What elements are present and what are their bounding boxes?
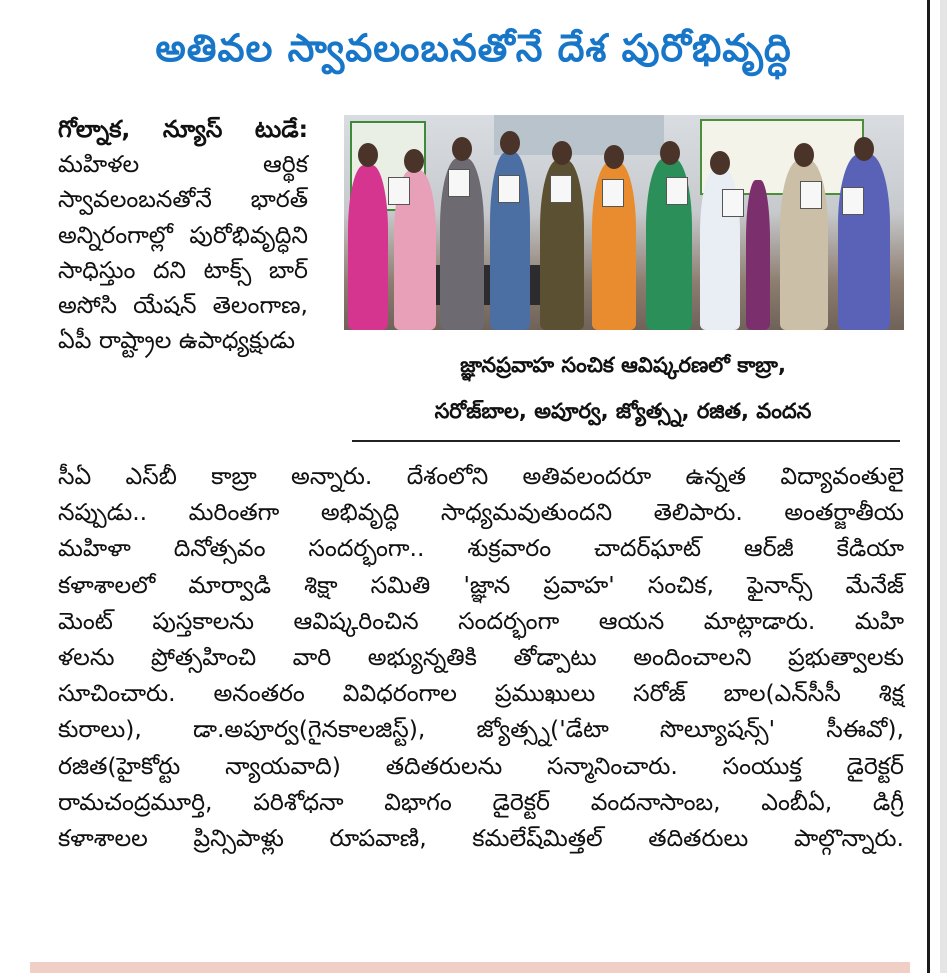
caption-divider [352, 440, 900, 442]
lead-line: స్వావలంబనతోనే [58, 185, 212, 214]
photo-book [666, 177, 688, 205]
photo-head [660, 141, 680, 165]
lead-line: మహిళల ఆర్థిక [58, 150, 308, 179]
photo-head [500, 131, 520, 155]
lead-column [58, 112, 308, 358]
photo-person [348, 165, 388, 330]
lead-line: భారత్ అన్నిరంగాల్లో [58, 185, 308, 249]
lead-line: పురోభివృద్ధిని సాధిస్తుం [58, 220, 308, 284]
photo-person [746, 180, 770, 330]
body-line: సీఏ ఎస్‌బీ కాబ్రా అన్నారు. దేశంలోని అతివలందరూ ఉన్నత విద్యావంతులై [58, 462, 904, 490]
body-line: మెంట్ పుస్తకాలను ఆవిష్కరించిన సందర్భంగా ఆయన మాట్లాడారు. మహి [58, 606, 904, 635]
photo-book [448, 169, 470, 197]
photo-head [452, 137, 472, 161]
photo-head [794, 143, 814, 167]
photo-person [838, 154, 890, 330]
photo-head [404, 149, 424, 173]
photo-book [842, 187, 864, 215]
photo-book [602, 179, 624, 207]
photo-book [722, 189, 744, 217]
body-line: కళాశాలలో మార్వాడి శిక్షా సమితి 'జ్ఞాన ప్రవాహ' సంచిక, ఫైనాన్స్ మేనేజ్ [58, 570, 904, 599]
photo-book [800, 181, 822, 209]
body-line: రామచంద్రమూర్తి, పరిశోధనా విభాగం డైరెక్టర్ వందనాసాంబ, ఎంబీఏ, డిగ్రీ [58, 787, 904, 816]
article-headline: అతివల స్వావలంబనతోనే దేశ పురోభివృద్ధి [155, 26, 792, 70]
body-line: మహిళా దినోత్సవం సందర్భంగా.. శుక్రవారం చాదర్‌ఘాట్ ఆర్‌జీ కేడియా [58, 534, 904, 563]
body-line: సూచించారు. అనంతరం వివిధరంగాల ప్రముఖులు సరోజ్ బాల(ఎన్‌సీసీ శిక్ష [58, 679, 904, 708]
photo-head [604, 145, 624, 169]
dateline: గోల్నాక, న్యూస్ టుడే: [58, 115, 308, 143]
photo-book [550, 175, 572, 203]
body-line: రజిత(హైకోర్టు న్యాయవాది) తదితరులను సన్మానించారు. సంయుక్త డైరెక్టర్ [58, 751, 904, 780]
photo-caption [350, 342, 896, 434]
photo-head [710, 151, 730, 175]
photo-backdrop [494, 115, 664, 155]
event-photo [344, 115, 904, 330]
photo-book [388, 177, 410, 205]
article-body [58, 458, 904, 856]
lead-line: యేషన్ తెలంగాణ, ఏపీ [58, 291, 308, 355]
lead-line: దని టాక్స్ బార్ అసోసి [58, 255, 308, 320]
page-edge-margin [940, 0, 947, 973]
photo-caption-line: సరోజ్‌బాల, అపూర్వ, జ్యోత్స్న, రజిత, వందన [434, 399, 812, 423]
body-line: కళాశాలల ప్రిన్సిపాళ్లు రూపవాణి, కమలేష్‌మిత్తల్ తదితరులు పాల్గొన్నారు. [58, 824, 904, 853]
photo-book [498, 175, 520, 203]
photo-head [552, 141, 572, 165]
body-line: ళలను ప్రోత్సహించి వారి అభ్యున్నతికి తోడ్పాటు అందించాలని ప్రభుత్వాలకు [58, 643, 904, 672]
body-line: నప్పుడు.. మరింతగా అభివృద్ధి సాధ్యమవుతుందని తెలిపారు. అంతర్జాతీయ [58, 498, 904, 527]
photo-head [358, 143, 378, 167]
page-edge-line [927, 0, 930, 973]
lead-line: రాష్ట్రాల ఉపాధ్యక్షుడు [98, 326, 295, 355]
photo-caption-line: జ్ఞానప్రవాహ సంచిక ఆవిష్కరణలో కాబ్రా, [460, 353, 786, 377]
photo-head [854, 137, 874, 161]
bottom-border-band [30, 962, 910, 973]
body-line: కురాలు), డా.అపూర్వ(గైనకాలజిస్ట్), జ్యోత్స్న('డేటా సొల్యూషన్స్' సీఈవో), [58, 715, 904, 744]
